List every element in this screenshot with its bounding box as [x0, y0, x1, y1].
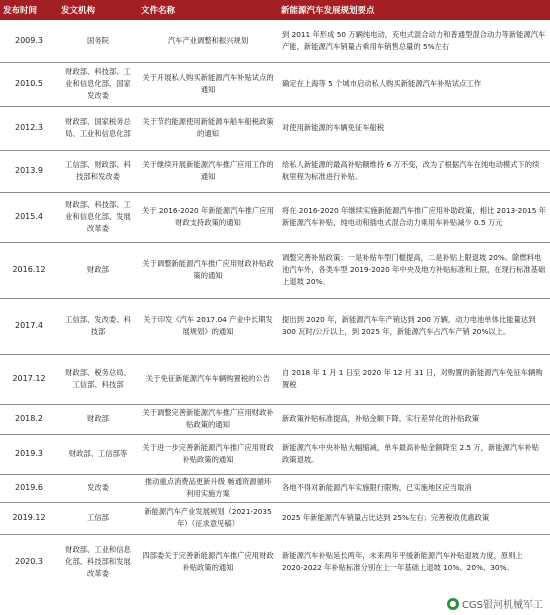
cell-date: 2010.5 — [0, 62, 58, 106]
header-summary: 新能源汽车发展规划要点 — [278, 0, 550, 20]
cell-title: 汽车产业调整和振兴规划 — [138, 20, 278, 62]
cell-title: 关于 2016-2020 年新能源汽车推广应用财政支持政策的通知 — [138, 192, 278, 242]
cell-summary: 各地不得对新能源汽车实施限行限购，已实施地区应当取消 — [278, 474, 550, 502]
cell-summary: 调整完善补贴政策：一是补贴车型门槛提高，二是补贴上限退坡 20%。除燃料电池汽车外，各类车型 2019-2020 年中央及地方补贴标准和上限，在现行标准基础上退坡 20%。 — [278, 242, 550, 298]
cell-summary: 2025 年新能源汽车销量占比达到 25%左右；完善税收优惠政策 — [278, 502, 550, 534]
cell-summary: 确定在上海等 5 个城市启动私人购买新能源汽车补贴试点工作 — [278, 62, 550, 106]
cell-title: 关于调整完善新能源汽车推广应用财政补贴政策的通知 — [138, 404, 278, 434]
cell-org: 财政部、税务总局、工信部、科技部 — [58, 354, 138, 404]
table-row — [0, 502, 550, 534]
cell-org: 发改委 — [58, 474, 138, 502]
cell-org: 财政部、科技部、工业和信息化部、国家发改委 — [58, 62, 138, 106]
cell-date: 2019.3 — [0, 434, 58, 474]
table-row — [0, 20, 550, 62]
table-row — [0, 404, 550, 434]
table-row — [0, 534, 550, 590]
watermark — [444, 595, 546, 612]
watermark-text: CGS银河机械军工 — [461, 600, 543, 611]
cell-org: 工信部、发改委、科技部 — [58, 298, 138, 354]
cell-org: 财政部、科技部、工业和信息化部、发展改革委 — [58, 192, 138, 242]
cell-summary: 给私人新能源的最高补贴额维持 6 万不变，改为了根据汽车在纯电动模式下的续航里程为标准进行补贴。 — [278, 150, 550, 192]
header-org: 发文机构 — [58, 0, 138, 20]
cell-date: 2018.2 — [0, 404, 58, 434]
table-row — [0, 474, 550, 502]
table-row — [0, 242, 550, 298]
cell-org: 财政部、国家税务总局、工业和信息化部 — [58, 106, 138, 150]
cell-title: 关于节约能源使用新能源车船车船税政策的通知 — [138, 106, 278, 150]
cell-title: 关于继续开展新能源汽车推广应用工作的通知 — [138, 150, 278, 192]
cell-summary: 新能源汽车补贴延长两年，未来两年平缓新能源汽车补贴退坡力度，原则上 2020-2022 年补贴标准分别在上一年基础上退坡 10%、20%、30%。 — [282, 551, 523, 573]
table-row — [0, 354, 550, 404]
cell-date: 2017.4 — [0, 298, 58, 354]
cell-date: 2013.9 — [0, 150, 58, 192]
table-row — [0, 106, 550, 150]
cell-date: 2015.4 — [0, 192, 58, 242]
cell-title: 四部委关于完善新能源汽车推广应用财政补贴政策的通知 — [142, 551, 274, 573]
table-row — [0, 62, 550, 106]
cell-summary: 新能源汽车中央补贴大幅缩减，单车最高补贴金额降至 2.5 万，新能源汽车补贴政策退坡。 — [278, 434, 550, 474]
cell-org: 国务院 — [58, 20, 138, 62]
cell-date: 2020.3 — [15, 557, 43, 567]
cell-summary: 新政策补贴标准提高，补贴金额下降，实行差异化的补贴政策 — [278, 404, 550, 434]
cell-title: 关于进一步完善新能源汽车推广应用财政补贴政策的通知 — [138, 434, 278, 474]
cell-title: 关于调整新能源汽车推广应用财政补贴政策的通知 — [138, 242, 278, 298]
table-row — [0, 298, 550, 354]
cell-summary: 对使用新能源的车辆免征车船税 — [278, 106, 550, 150]
cell-summary: 自 2018 年 1 月 1 日至 2020 年 12 月 31 日，对购置的新能源汽车免征车辆购置税 — [278, 354, 550, 404]
cell-summary: 到 2011 年形成 50 万辆纯电动，充电式混合动力和普通型混合动力等新能源汽车产能，新能源汽车销量占乘用车销售总量的 5%左右 — [278, 20, 550, 62]
cell-org: 财政部 — [58, 242, 138, 298]
cell-date: 2009.3 — [0, 20, 58, 62]
wechat-icon: ● — [447, 598, 459, 610]
cell-org: 财政部 — [58, 404, 138, 434]
cell-date: 2016.12 — [0, 242, 58, 298]
table-row — [0, 150, 550, 192]
cell-date: 2017.12 — [0, 354, 58, 404]
cell-date: 2012.3 — [0, 106, 58, 150]
table-header-row — [0, 0, 550, 20]
table-row — [0, 192, 550, 242]
cell-title: 关于免征新能源汽车车辆购置税的公告 — [138, 354, 278, 404]
header-title: 文件名称 — [138, 0, 278, 20]
cell-summary: 提出到 2020 年，新能源汽车年产销达到 200 万辆，动力电池单体比能量达到 300 瓦时/公斤以上，到 2025 年，新能源汽车占汽车产销 20%以上。 — [278, 298, 550, 354]
cell-title: 推动重点消费品更新升级 畅通资源循环利用实施方案 — [138, 474, 278, 502]
cell-title: 新能源汽车产业发展规划（2021-2035 年）（征求意见稿） — [138, 502, 278, 534]
cell-date: 2019.12 — [0, 502, 58, 534]
cell-date: 2019.6 — [0, 474, 58, 502]
cell-org: 工信部、财政部、科技部和发改委 — [58, 150, 138, 192]
cell-summary: 将在 2016-2020 年继续实施新能源汽车推广应用补助政策，相比 2013-2015 年新能源汽车补贴，纯电动和插电式混合动力乘用车补贴减少 0.5 万元 — [278, 192, 550, 242]
cell-title: 关于开展私人购买新能源汽车补贴试点的通知 — [138, 62, 278, 106]
cell-title: 关于印发《汽车 2017.04 产业中长期发展规划》的通知 — [138, 298, 278, 354]
table-row — [0, 434, 550, 474]
cell-org: 工信部 — [58, 502, 138, 534]
cell-org: 财政部、工业和信息化部、科技部和发展改革委 — [65, 545, 131, 579]
cell-org: 财政部、工信部等 — [58, 434, 138, 474]
header-date: 发布时间 — [0, 0, 58, 20]
